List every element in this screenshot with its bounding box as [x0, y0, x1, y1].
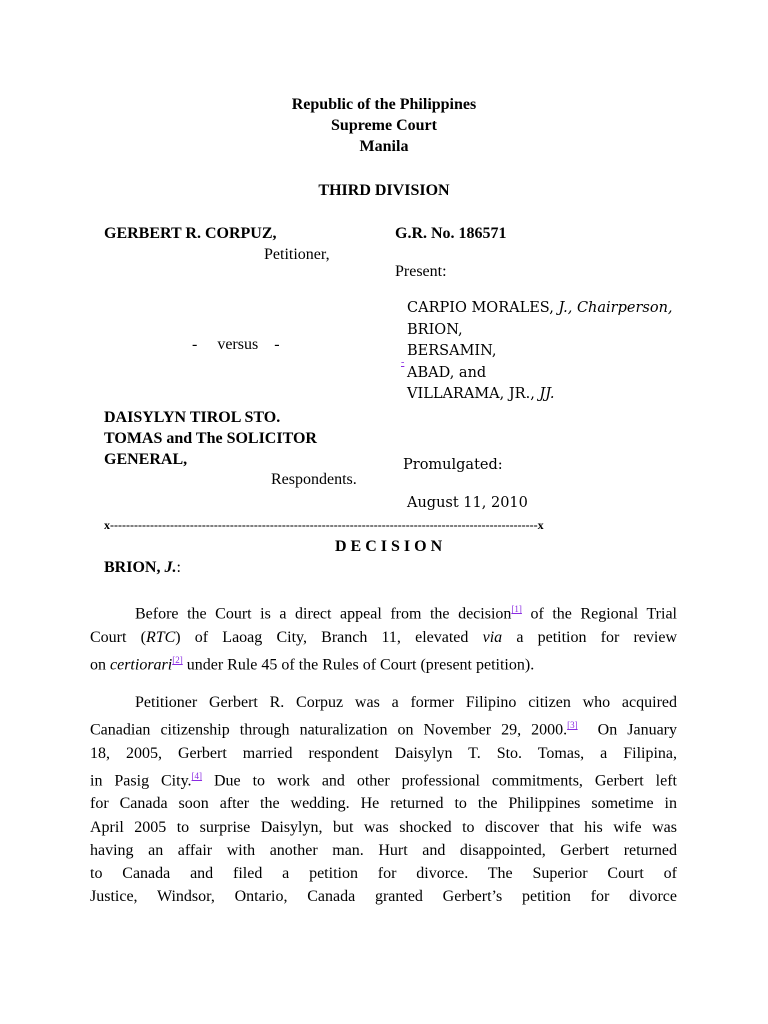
division-title: THIRD DIVISION — [318, 182, 450, 199]
petitioner-role: Petitioner, — [264, 246, 330, 263]
respondent-name-line2: TOMAS and The SOLICITOR — [104, 430, 317, 447]
para2-line8: to Canada and filed a petition for divorce. The Superior Court of — [90, 865, 677, 883]
versus-label: - versus - — [192, 336, 280, 353]
para1-line1: Before the Court is a direct appeal from the decision[1] of the Regional Trial — [135, 604, 677, 623]
gr-number: G.R. No. 186571 — [395, 225, 507, 242]
para2-line4: in Pasig City.[4] Due to work and other professional commitments, Gerbert left — [90, 770, 678, 790]
promulgated-date: August 11, 2010 — [407, 495, 528, 511]
justices-list — [407, 298, 673, 406]
present-label: Present: — [395, 263, 447, 280]
caption-divider: x-----------------------------------------------------------------------------------------------------------x — [104, 518, 544, 532]
footnote-1-link[interactable]: [1] — [511, 604, 522, 614]
para1-line2: Court (RTC) of Laoag City, Branch 11, elevated via a petition for review — [90, 628, 678, 646]
justice-bersamin: BERSAMIN, — [407, 343, 497, 359]
respondent-name-line1: DAISYLYN TIROL STO. — [104, 409, 281, 426]
footnote-4-link[interactable]: [4] — [191, 770, 203, 781]
footnote-3-link[interactable]: [3] — [567, 720, 578, 731]
para2-line9: Justice, Windsor, Ontario, Canada granted Gerbert’s petition for divorce — [90, 888, 677, 906]
small-link-mark[interactable]: - — [401, 357, 405, 368]
respondent-name-line3: GENERAL, — [104, 451, 188, 468]
para2-line5: for Canada soon after the wedding. He returned to the Philippines sometime in — [90, 795, 677, 813]
justice-brion: BRION, — [407, 321, 463, 338]
justice-abad: ABAD, and — [407, 364, 487, 381]
justice-villarama: VILLARAMA, JR., JJ. — [407, 386, 555, 402]
justice-carpio-morales: CARPIO MORALES, J., Chairperson, — [407, 300, 673, 316]
para2-line6: April 2005 to surprise Daisylyn, but was shocked to discover that his wife was — [90, 818, 677, 836]
header-supreme-court: Supreme Court — [331, 117, 437, 134]
ponente-line: BRION, J.: — [104, 559, 181, 576]
header-republic: Republic of the Philippines — [291, 96, 477, 113]
petitioner-name: GERBERT R. CORPUZ, — [104, 225, 277, 242]
promulgated-label: Promulgated: — [403, 457, 503, 473]
paragraph-1 — [90, 598, 677, 676]
para2-line7: having an affair with another man. Hurt and disappointed, Gerbert returned — [90, 841, 677, 859]
para1-line3: on certiorari[2] under Rule 45 of the Rules of Court (present petition). — [90, 654, 535, 674]
para2-line2: Canadian citizenship through naturalization on November 29, 2000.[3] On January — [90, 720, 678, 739]
footnote-2-link[interactable]: [2] — [172, 654, 183, 665]
header-manila: Manila — [359, 138, 409, 155]
para2-line1: Petitioner Gerbert R. Corpuz was a former Filipino citizen who acquired — [135, 694, 677, 711]
decision-title: D E C I S I O N — [335, 538, 443, 555]
para2-line3: 18, 2005, Gerbert married respondent Daisylyn T. Sto. Tomas, a Filipina, — [90, 744, 677, 762]
paragraph-2 — [90, 691, 677, 908]
respondent-role: Respondents. — [271, 471, 357, 488]
